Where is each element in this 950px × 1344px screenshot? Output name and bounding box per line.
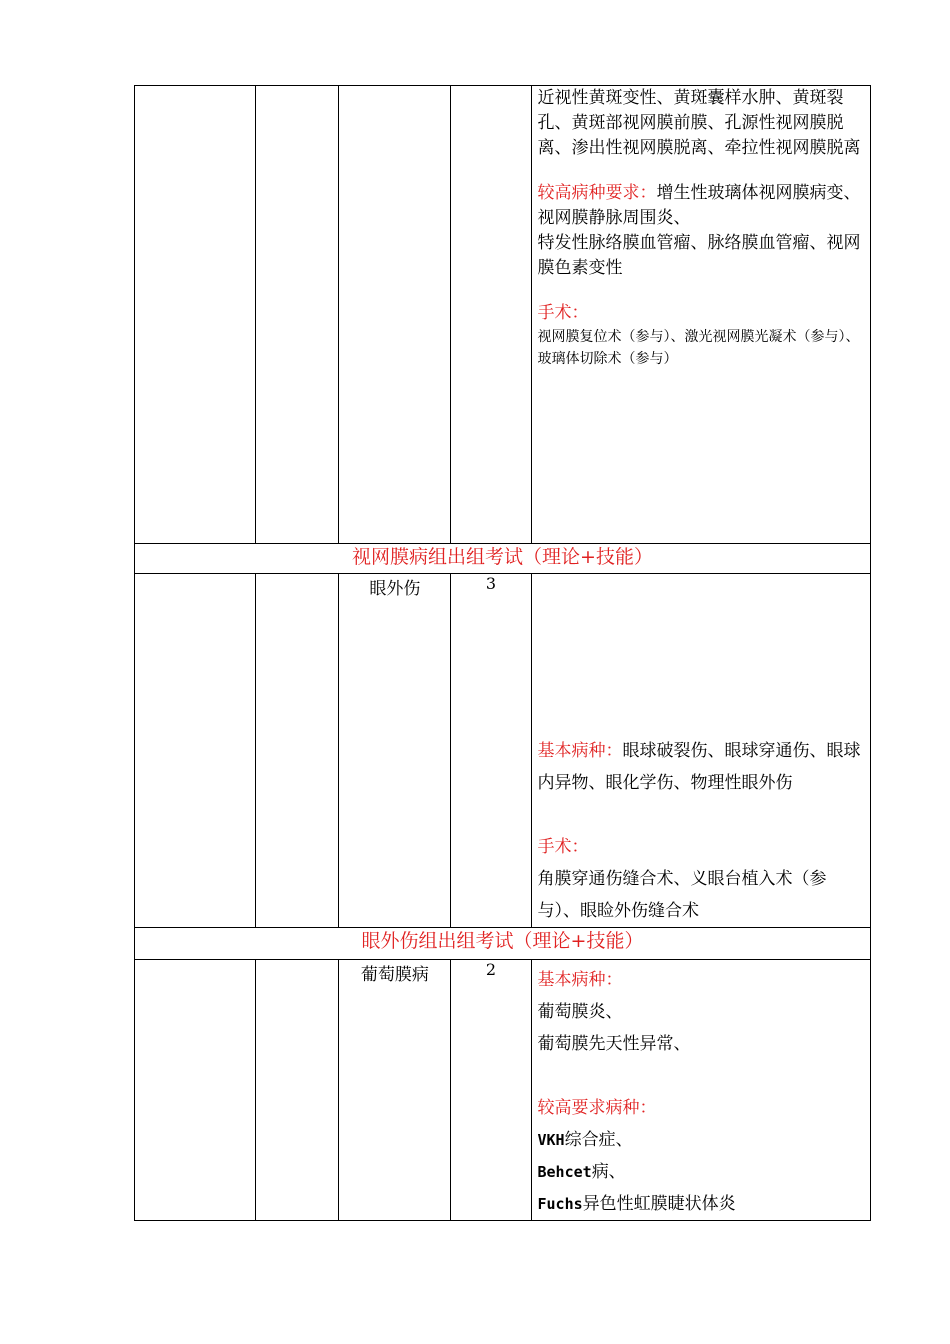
requirements-cell <box>531 86 871 544</box>
cell-empty <box>256 86 339 544</box>
surgery-text: 视网膜复位术（参与）、激光视网膜光凝术（参与）、玻璃体切除术（参与） <box>537 329 860 367</box>
disease-name: 葡萄膜病 <box>339 960 451 1221</box>
basic-text: 眼球破裂伤、眼球穿通伤、眼球内异物、眼化学伤、物理性眼外伤 <box>537 741 861 793</box>
exam-header: 眼外伤组出组考试（理论+技能） <box>135 928 871 960</box>
requirements-cell <box>531 574 871 928</box>
basic-item: 葡萄膜先天性异常、 <box>537 1034 691 1054</box>
advanced-label: 较高要求病种： <box>537 1098 657 1118</box>
surgery-label: 手术： <box>537 837 589 857</box>
disease-code: VKH <box>537 1131 565 1149</box>
basic-label: 基本病种： <box>537 970 623 990</box>
disease-code: Fuchs <box>537 1195 583 1213</box>
advanced-item-text: 异色性虹膜睫状体炎 <box>582 1194 736 1214</box>
disease-code: Behcet <box>537 1163 592 1181</box>
advanced-label: 较高病种要求： <box>537 183 657 203</box>
cell-empty <box>451 86 531 544</box>
requirements-cell <box>531 960 871 1221</box>
cell-empty <box>135 86 256 544</box>
table-row <box>135 960 871 1221</box>
exam-header: 视网膜病组出组考试（理论+技能） <box>135 544 871 574</box>
cell-empty <box>339 86 451 544</box>
surgery-label: 手术： <box>537 303 589 323</box>
cell-empty <box>256 574 339 928</box>
advanced-text: 增生性玻璃体视网膜病变、视网膜静脉周围炎、 <box>537 183 861 228</box>
basic-requirements <box>538 735 867 799</box>
advanced-text-2: 特发性脉络膜血管瘤、脉络膜血管瘤、视网膜色素变性 <box>537 233 861 278</box>
disease-name: 眼外伤 <box>339 574 451 928</box>
advanced-item <box>538 1124 867 1156</box>
basic-label: 基本病种： <box>537 741 623 761</box>
cell-empty <box>256 960 339 1221</box>
advanced-requirements <box>538 181 867 231</box>
basic-item: 葡萄膜炎、 <box>537 1002 623 1022</box>
table-row <box>135 574 871 928</box>
advanced-item-text: 综合症、 <box>564 1130 633 1150</box>
disease-list-text: 近视性黄斑变性、黄斑囊样水肿、黄斑裂孔、黄斑部视网膜前膜、孔源性视网膜脱离、渗出性视网膜脱离、牵拉性视网膜脱离 <box>537 88 861 158</box>
advanced-item <box>538 1188 867 1220</box>
training-table <box>134 85 871 1221</box>
advanced-item-text: 病、 <box>591 1162 626 1182</box>
cell-empty <box>135 960 256 1221</box>
exam-header-row <box>135 544 871 574</box>
duration-months: 3 <box>451 574 531 928</box>
table-row <box>135 86 871 544</box>
surgery-text: 角膜穿通伤缝合术、义眼台植入术（参与）、眼睑外伤缝合术 <box>537 869 827 921</box>
exam-header-row <box>135 928 871 960</box>
advanced-item <box>538 1156 867 1188</box>
cell-empty <box>135 574 256 928</box>
duration-months: 2 <box>451 960 531 1221</box>
